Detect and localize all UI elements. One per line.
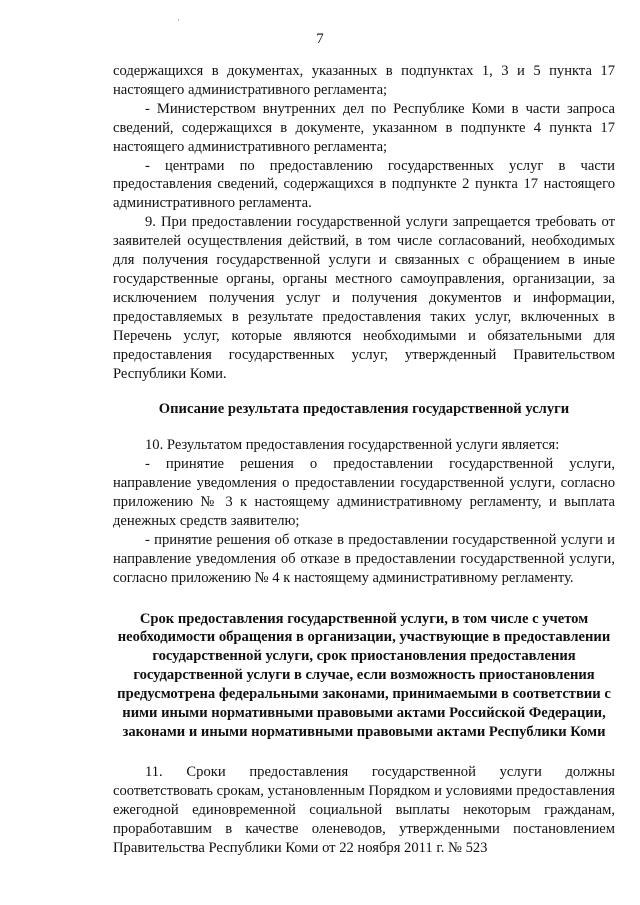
paragraph-decision-grant: - принятие решения о предоставлении государственной услуги, направление уведомления о предоставлении государственной услуги, согласно приложению № 3 к настоящему административному регламенту, и выплата денежных средств заявителю; [113, 456, 615, 529]
paragraph-mfc: - центрами по предоставлению государственных услуг в части предоставления сведений, содержащихся в подпункте 2 пункта 17 настоящего административного регламента. [113, 157, 615, 212]
section-heading-term: Срок предоставления государственной услуги, в том числе с учетом необходимости обращения в организации, участвующие в предоставлении государственной услуги, срок приостановления предоставления государственной услуги в случае, если возможность приостановления предусмотрена федеральными законами, принимаемыми в соответствии с ними иными нормативными правовыми актами Российской Федерации, законами и иными нормативными правовыми актами Республики Коми [117, 610, 611, 740]
paragraph-item-9: 9. При предоставлении государственной услуги запрещается требовать от заявителей осуществления действий, в том числе согласований, необходимых для получения государственной услуги и связанных с обращением в иные государственные органы, органы местного самоуправления, организации, за исключением получения услуг и получения документов и информации, предоставляемых в результате предоставления таких услуг, включенных в Перечень услуг, которые являются необходимыми и обязательными для предоставления государственных услуг, утвержденный Правительством Республики Коми. [113, 214, 615, 382]
section-heading-result: Описание результата предоставления государственной услуги [158, 401, 570, 418]
document-body [113, 62, 615, 857]
paragraph-item-11: 11. Сроки предоставления государственной услуги должны соответствовать срокам, установленным Порядком и условиями предоставления ежегодной единовременной социальной выплаты некоторым гражданам, проработавшим в качестве оленеводов, утвержденными постановлением Правительства Республики Коми от 22 ноября 2011 г. № 523 [113, 763, 615, 856]
paragraph-mvd: - Министерством внутренних дел по Республике Коми в части запроса сведений, содержащихся в документе, указанном в подпункте 4 пункта 17 настоящего административного регламента; [113, 100, 615, 155]
paragraph-continuation: содержащихся в документах, указанных в подпунктах 1, 3 и 5 пункта 17 настоящего административного регламента; [113, 63, 615, 98]
paragraph-decision-refuse: - принятие решения об отказе в предоставлении государственной услуги и направление уведомления об отказе в предоставлении государственной услуги, согласно приложению № 4 к настоящему административному регламенту. [113, 531, 615, 586]
page-number: 7 [316, 31, 324, 47]
scan-speck: ' [178, 18, 180, 26]
paragraph-item-10: 10. Результатом предоставления государственной услуги является: [145, 437, 560, 454]
